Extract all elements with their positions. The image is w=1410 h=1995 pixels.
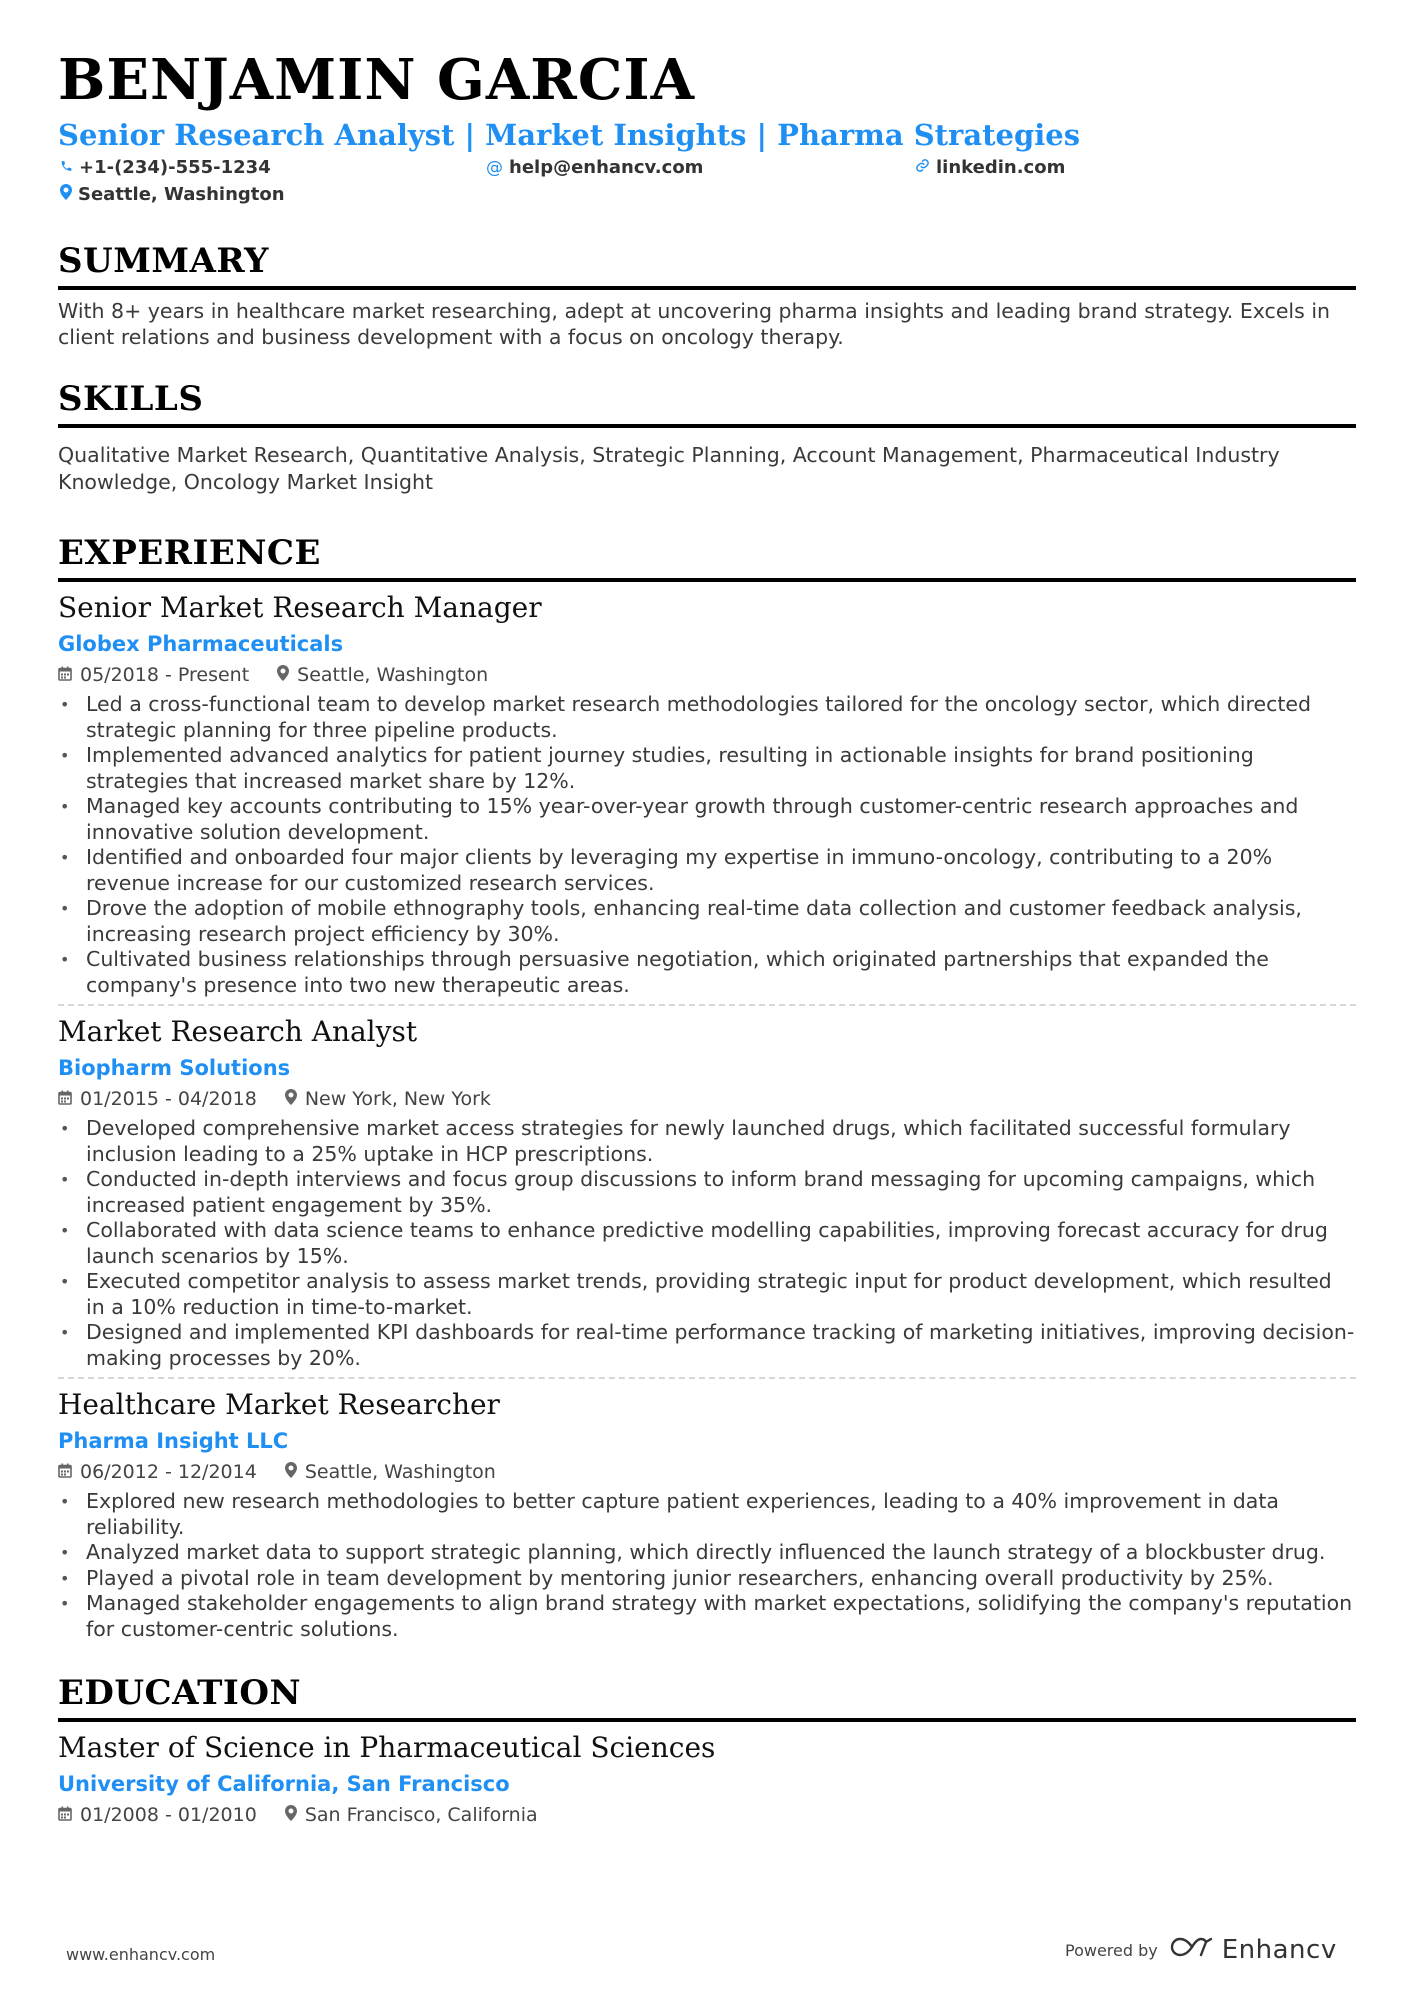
achievement-item: • Collaborated with data science teams to enhance predictive modelling capabilities, improving forecast accuracy for drug launch scenarios by 15%.	[58, 1218, 1356, 1269]
education-entry	[58, 1730, 1356, 1828]
achievement-item: • Cultivated business relationships through persuasive negotiation, which originated partnerships that expanded the company's presence into two new therapeutic areas.	[58, 947, 1356, 998]
education-location	[285, 1802, 538, 1828]
job-location	[285, 1459, 496, 1485]
dates-text: 05/2018 - Present	[80, 664, 250, 686]
degree-title: Master of Science in Pharmaceutical Sciences	[58, 1731, 716, 1764]
experience-entry	[58, 1387, 1356, 1642]
resume-page	[58, 46, 1356, 1828]
calendar-icon	[58, 1086, 72, 1112]
achievement-item: • Developed comprehensive market access strategies for newly launched drugs, which facilitated successful formulary inclusion leading to a 25% uptake in HCP prescriptions.	[58, 1116, 1356, 1167]
job-dates	[58, 1086, 257, 1112]
job-meta	[58, 1459, 1356, 1485]
contact-location	[60, 183, 285, 207]
email-text[interactable]: help@enhancv.com	[509, 157, 704, 178]
skills-section	[58, 378, 1356, 496]
location-pin-icon	[285, 1086, 297, 1112]
location-text: New York, New York	[304, 1088, 491, 1110]
experience-heading: EXPERIENCE	[58, 532, 1356, 582]
achievement-list	[58, 1116, 1356, 1371]
company-name: Pharma Insight LLC	[58, 1429, 289, 1453]
education-section	[58, 1672, 1356, 1828]
summary-section	[58, 240, 1356, 350]
infinity-logo-icon	[1170, 1935, 1214, 1965]
achievement-item: • Conducted in-depth interviews and focus group discussions to inform brand messaging for upcoming campaigns, which increased patient engagement by 35%.	[58, 1167, 1356, 1218]
achievement-item: • Executed competitor analysis to assess market trends, providing strategic input for product development, which resulted in a 10% reduction in time-to-market.	[58, 1269, 1356, 1320]
contact-linkedin[interactable]	[915, 156, 1065, 180]
education-dates	[58, 1802, 257, 1828]
location-pin-icon	[285, 1459, 297, 1485]
experience-entry	[58, 590, 1356, 998]
resume-header	[58, 46, 1356, 210]
achievement-item: • Implemented advanced analytics for patient journey studies, resulting in actionable insights for brand positioning strategies that increased market share by 12%.	[58, 743, 1356, 794]
job-title: Market Research Analyst	[58, 1015, 418, 1048]
achievement-item: • Identified and onboarded four major clients by leveraging my expertise in immuno-oncology, contributing to a 20% revenue increase for our customized research services.	[58, 845, 1356, 896]
company-name: Biopharm Solutions	[58, 1056, 291, 1080]
achievement-item: • Managed key accounts contributing to 15% year-over-year growth through customer-centric research approaches and innovative solution development.	[58, 794, 1356, 845]
at-icon: @	[486, 158, 503, 178]
brand-name: Enhancv	[1221, 1935, 1337, 1965]
location-pin-icon	[285, 1802, 297, 1828]
calendar-icon	[58, 1459, 72, 1485]
skills-text: Qualitative Market Research, Quantitative Analysis, Strategic Planning, Account Management, Pharmaceutical Industry Knowledge, Oncology Market Insight	[58, 443, 1280, 494]
dates-text: 01/2008 - 01/2010	[80, 1804, 257, 1826]
location-text: Seattle, Washington	[297, 664, 489, 686]
experience-section	[58, 532, 1356, 1642]
achievement-item: • Explored new research methodologies to better capture patient experiences, leading to a 40% improvement in data reliability.	[58, 1489, 1356, 1540]
achievement-item: • Played a pivotal role in team development by mentoring junior researchers, enhancing overall productivity by 25%.	[58, 1566, 1356, 1592]
achievement-item: • Designed and implemented KPI dashboards for real-time performance tracking of marketing initiatives, improving decision-making processes by 20%.	[58, 1320, 1356, 1371]
achievement-list	[58, 692, 1356, 998]
entry-divider	[58, 1377, 1356, 1379]
entry-divider	[58, 1004, 1356, 1006]
achievement-item: • Led a cross-functional team to develop market research methodologies tailored for the oncology sector, which directed strategic planning for three pipeline products.	[58, 692, 1356, 743]
education-meta	[58, 1802, 1356, 1828]
contact-email[interactable]	[486, 156, 703, 180]
powered-by-label: Powered by	[1065, 1940, 1158, 1960]
location-pin-icon	[277, 662, 289, 688]
company-name: Globex Pharmaceuticals	[58, 632, 344, 656]
location-text: San Francisco, California	[304, 1804, 538, 1826]
job-meta	[58, 662, 1356, 688]
phone-text: +1-(234)-555-1234	[79, 157, 271, 178]
achievement-item: • Managed stakeholder engagements to align brand strategy with market expectations, solidifying the company's reputation for customer-centric solutions.	[58, 1591, 1356, 1642]
skills-heading: SKILLS	[58, 378, 1356, 428]
candidate-headline: Senior Research Analyst | Market Insights | Pharma Strategies	[58, 118, 1081, 152]
phone-icon	[60, 156, 73, 180]
summary-text: With 8+ years in healthcare market researching, adept at uncovering pharma insights and leading brand strategy. Excels in client relations and business development with a focus on oncology therapy.	[58, 299, 1331, 349]
linkedin-text[interactable]: linkedin.com	[936, 157, 1066, 178]
achievement-list	[58, 1489, 1356, 1642]
job-location	[277, 662, 488, 688]
candidate-name: BENJAMIN GARCIA	[58, 47, 696, 113]
calendar-icon	[58, 662, 72, 688]
location-pin-icon	[60, 183, 72, 207]
link-icon	[915, 156, 930, 180]
job-title: Senior Market Research Manager	[58, 591, 542, 624]
dates-text: 01/2015 - 04/2018	[80, 1088, 257, 1110]
contact-phone	[60, 156, 271, 180]
school-name: University of California, San Francisco	[58, 1772, 510, 1796]
footer-website[interactable]: www.enhancv.com	[66, 1945, 216, 1964]
education-heading: EDUCATION	[58, 1672, 1356, 1722]
footer-powered-by	[1065, 1935, 1337, 1965]
enhancv-logo[interactable]	[1170, 1935, 1337, 1965]
job-dates	[58, 1459, 257, 1485]
calendar-icon	[58, 1802, 72, 1828]
contact-info	[58, 156, 1356, 210]
job-title: Healthcare Market Researcher	[58, 1388, 500, 1421]
experience-entry	[58, 1014, 1356, 1371]
dates-text: 06/2012 - 12/2014	[80, 1461, 257, 1483]
achievement-item: • Analyzed market data to support strategic planning, which directly influenced the launch strategy of a blockbuster drug.	[58, 1540, 1356, 1566]
achievement-item: • Drove the adoption of mobile ethnography tools, enhancing real-time data collection and customer feedback analysis, increasing research project efficiency by 30%.	[58, 896, 1356, 947]
job-dates	[58, 662, 249, 688]
job-meta	[58, 1086, 1356, 1112]
job-location	[285, 1086, 491, 1112]
location-text: Seattle, Washington	[304, 1461, 496, 1483]
location-text: Seattle, Washington	[78, 184, 285, 205]
summary-heading: SUMMARY	[58, 240, 1356, 290]
